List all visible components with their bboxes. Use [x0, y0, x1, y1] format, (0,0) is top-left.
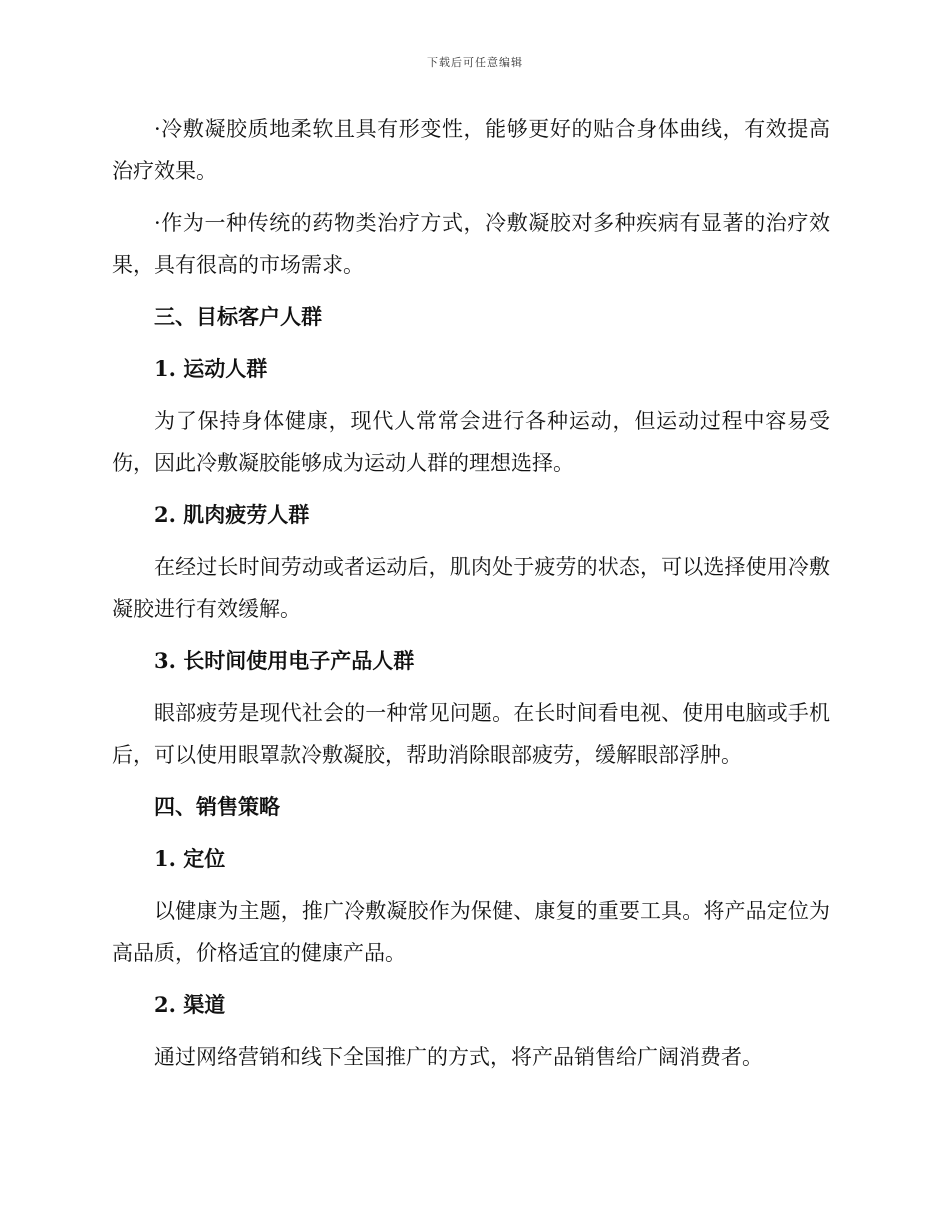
paragraph: ·冷敷凝胶质地柔软且具有形变性，能够更好的贴合身体曲线，有效提高治疗效果。	[112, 117, 830, 183]
paragraph: 通过网络营销和线下全国推广的方式，将产品销售给广阔消费者。	[154, 1045, 763, 1069]
page-header: 下载后可任意编辑	[427, 56, 523, 69]
subsection-heading: 2. 渠道	[154, 992, 226, 1017]
paragraph: 以健康为主题，推广冷敷凝胶作为保健、康复的重要工具。将产品定位为高品质，价格适宜的健康产品。	[112, 899, 830, 965]
paragraph: ·作为一种传统的药物类治疗方式，冷敷凝胶对多种疾病有显著的治疗效果，具有很高的市场需求。	[112, 211, 830, 277]
subsection-heading: 1. 运动人群	[154, 356, 268, 381]
subsection-heading: 2. 肌肉疲劳人群	[154, 502, 310, 527]
subsection-heading: 1. 定位	[154, 846, 226, 871]
document-body	[112, 108, 830, 1088]
paragraph: 眼部疲劳是现代社会的一种常见问题。在长时间看电视、使用电脑或手机后，可以使用眼罩款冷敷凝胶，帮助消除眼部疲劳，缓解眼部浮肿。	[112, 701, 830, 767]
paragraph: 为了保持身体健康，现代人常常会进行各种运动，但运动过程中容易受伤，因此冷敷凝胶能够成为运动人群的理想选择。	[112, 409, 830, 475]
subsection-heading: 3. 长时间使用电子产品人群	[154, 648, 415, 673]
section-heading: 三、目标客户人群	[154, 304, 322, 329]
section-heading: 四、销售策略	[154, 794, 280, 819]
paragraph: 在经过长时间劳动或者运动后，肌肉处于疲劳的状态，可以选择使用冷敷凝胶进行有效缓解。	[112, 555, 830, 621]
